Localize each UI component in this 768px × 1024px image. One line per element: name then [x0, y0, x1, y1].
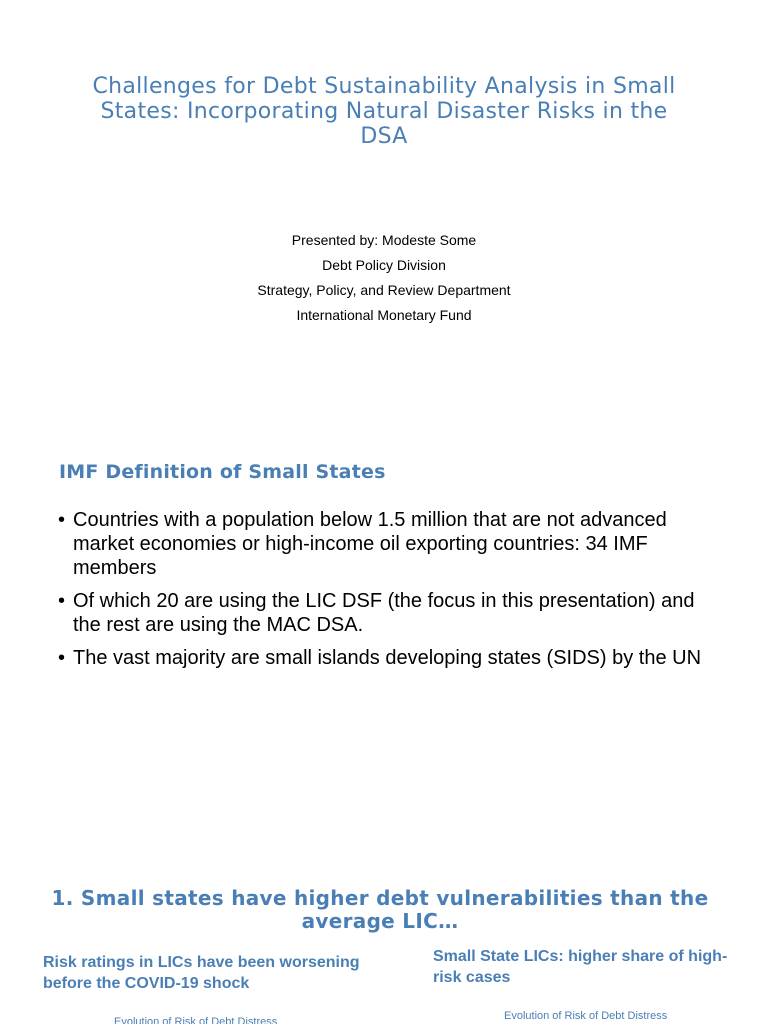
right-column-heading: Small State LICs: higher share of high-risk cases [433, 948, 728, 986]
bullet-item: • Of which 20 are using the LIC DSF (the focus in this presentation) and the rest are using the MAC DSA. [58, 589, 718, 637]
definition-slide [0, 430, 768, 850]
presenter-department: Strategy, Policy, and Review Department [257, 282, 511, 298]
left-column-heading: Risk ratings in LICs have been worsening before the COVID-19 shock [43, 954, 360, 992]
bullet-list [58, 508, 718, 679]
slide-title: 1. Small states have higher debt vulnerabilities than the average LIC… [51, 886, 709, 933]
presenter-block [84, 228, 684, 328]
right-chart-title: Evolution of Risk of Debt Distress [504, 1010, 668, 1022]
title-slide [0, 0, 768, 430]
presenter-name: Presented by: Modeste Some [291, 232, 477, 248]
slide-title: IMF Definition of Small States [59, 461, 386, 483]
vulnerability-slide [0, 850, 768, 1024]
presenter-division: Debt Policy Division [322, 257, 446, 273]
bullet-item: • The vast majority are small islands developing states (SIDS) by the UN [58, 646, 718, 670]
presenter-organization: International Monetary Fund [296, 307, 472, 323]
bullet-item: • Countries with a population below 1.5 million that are not advanced market economies or high-income oil exporting countries: 34 IMF members [58, 508, 718, 580]
left-chart-title: Evolution of Risk of Debt Distress [114, 1016, 278, 1024]
presentation-title: Challenges for Debt Sustainability Analysis in Small States: Incorporating Natural Disaster Risks in the DSA [92, 74, 676, 149]
